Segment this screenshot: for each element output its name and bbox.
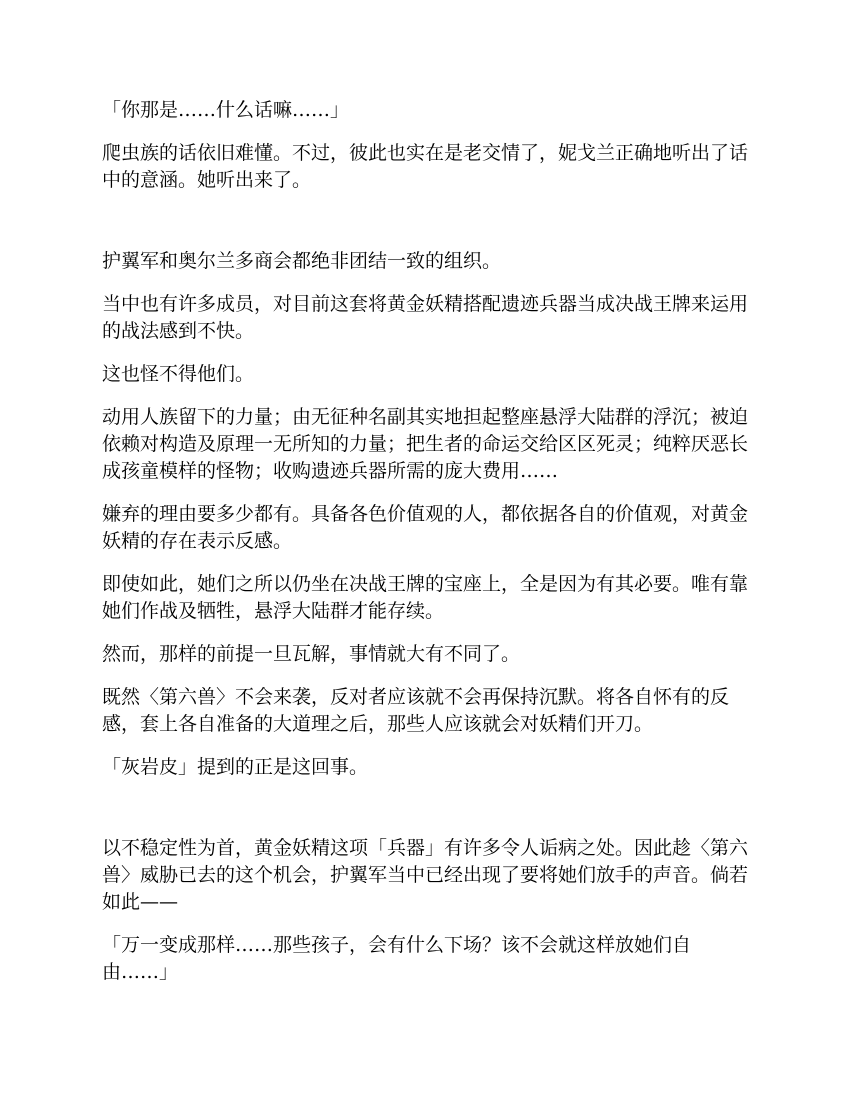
paragraph-11: 「灰岩皮」提到的正是这回事。 bbox=[102, 756, 369, 778]
section-break bbox=[102, 210, 752, 248]
paragraph-12: 以不稳定性为首，黄金妖精这项「兵器」有许多令人诟病之处。因此趁〈第六兽〉威胁已去的这个机会，护翼军当中已经出现了要将她们放手的声音。倘若如此—— bbox=[102, 837, 749, 913]
paragraph-13: 「万一变成那样……那些孩子，会有什么下场？该不会就这样放她们自由……」 bbox=[102, 934, 692, 983]
paragraph-5: 这也怪不得他们。 bbox=[102, 363, 255, 385]
paragraph-1: 「你那是……什么话嘛……」 bbox=[102, 99, 350, 121]
paragraph-2: 爬虫族的话依旧难懂。不过，彼此也实在是老交情了，妮戈兰正确地听出了话中的意涵。她听出来了。 bbox=[102, 142, 749, 191]
section-break bbox=[102, 797, 752, 835]
paragraph-7: 嫌弃的理由要多少都有。具备各色价值观的人，都依据各自的价值观，对黄金妖精的存在表示反感。 bbox=[102, 503, 749, 552]
paragraph-6: 动用人族留下的力量；由无征种名副其实地担起整座悬浮大陆群的浮沉；被迫依赖对构造及原理一无所知的力量；把生者的命运交给区区死灵；纯粹厌恶长成孩童模样的怪物；收购遗迹兵器所需的庞大费用…… bbox=[102, 406, 749, 482]
document-page bbox=[102, 97, 752, 1002]
paragraph-9: 然而，那样的前提一旦瓦解，事情就大有不同了。 bbox=[102, 643, 521, 665]
paragraph-8: 即使如此，她们之所以仍坐在决战王牌的宝座上，全是因为有其必要。唯有靠她们作战及牺牲，悬浮大陆群才能存续。 bbox=[102, 573, 749, 622]
paragraph-10: 既然〈第六兽〉不会来袭，反对者应该就不会再保持沉默。将各自怀有的反感，套上各自准备的大道理之后，那些人应该就会对妖精们开刀。 bbox=[102, 686, 730, 735]
paragraph-3: 护翼军和奥尔兰多商会都绝非团结一致的组织。 bbox=[102, 250, 502, 272]
paragraph-4: 当中也有许多成员，对目前这套将黄金妖精搭配遗迹兵器当成决战王牌来运用的战法感到不快。 bbox=[102, 293, 749, 342]
